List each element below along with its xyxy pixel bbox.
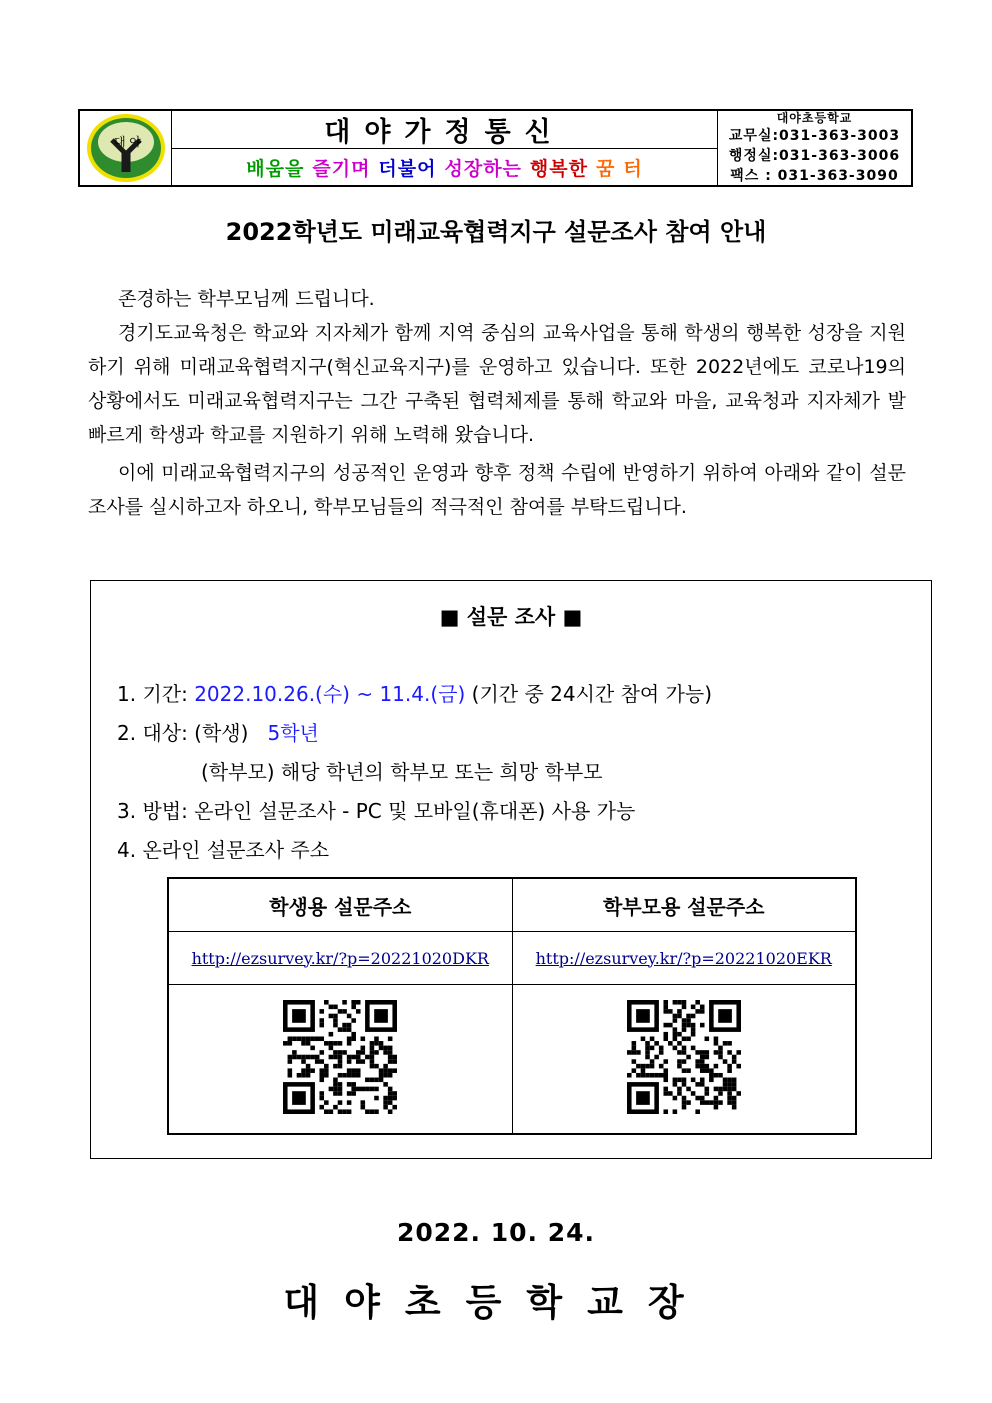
slogan-word: 행복한: [529, 157, 588, 180]
paragraph-1: 경기도교육청은 학교와 지자체가 함께 지역 중심의 교육사업을 통해 학생의 행복한 성장을 지원하기 위해 미래교육협력지구(혁신교육지구)를 운영하고 있습니다. 또한 2022년에도 코로나19의 상황에서도 미래교육협력지구는 그간 구축된 협력체제를 통해 학교와 마을, 교육청과 지자체가 발 빠르게 학생과 학교를 지원하기 위해 노력해 왔습니다.: [88, 322, 906, 446]
newsletter-title: 대야가정통신: [172, 111, 717, 149]
slogan-word: 터: [623, 157, 643, 180]
survey-method: 3. 방법: 온라인 설문조사 - PC 및 모바일(휴대폰) 사용 가능: [117, 799, 636, 823]
slogan-word: 더불어: [378, 157, 437, 180]
principal-signature: 대야초등학교장: [283, 1281, 709, 1324]
target-student: 5학년: [267, 721, 319, 745]
parent-qr-code[interactable]: [627, 1000, 741, 1114]
slogan-word: 즐기며: [312, 157, 371, 180]
student-survey-link[interactable]: http://ezsurvey.kr/?p=20221020DKR: [191, 948, 489, 968]
paragraph-2: 이에 미래교육협력지구의 성공적인 운영과 향후 정책 수립에 반영하기 위하여 아래와 같이 설문조사를 실시하고자 하오니, 학부모님들의 적극적인 참여를 부탁드립니다.: [88, 462, 906, 518]
slogan-word: 성장하는: [444, 157, 522, 180]
newsletter-header: [78, 109, 913, 187]
contact-line: 팩스 : 031-363-3090: [730, 168, 899, 184]
svg-text:대 야: 대 야: [113, 135, 141, 149]
survey-address-label: 4. 온라인 설문조사 주소: [117, 838, 330, 862]
issue-date: 2022. 10. 24.: [396, 1218, 596, 1247]
letter-body: [88, 282, 906, 524]
greeting: 존경하는 학부모님께 드립니다.: [118, 288, 375, 310]
period-value: 2022.10.26.(수) ~ 11.4.(금): [194, 682, 466, 706]
parent-column-header: 학부모용 설문주소: [512, 878, 856, 932]
contact-line: 행정실:031-363-3006: [728, 148, 901, 164]
document-title: 2022학년도 미래교육협력지구 설문조사 참여 안내: [225, 218, 767, 246]
period-label: 1. 기간:: [117, 682, 188, 706]
parent-survey-link[interactable]: http://ezsurvey.kr/?p=20221020EKR: [535, 948, 832, 968]
survey-target: [117, 717, 319, 746]
student-column-header: 학생용 설문주소: [168, 878, 512, 932]
slogan-word: 배움을: [246, 157, 305, 180]
slogan-word: 꿈: [595, 157, 616, 180]
school-slogan: [172, 149, 717, 185]
survey-box: [90, 580, 932, 1159]
student-qr-code[interactable]: [283, 1000, 397, 1114]
school-name: 대야초등학교: [776, 111, 853, 125]
contact-line: 교무실:031-363-3003: [728, 128, 901, 144]
target-parent: (학부모) 해당 학년의 학부모 또는 희망 학부모: [201, 760, 603, 784]
period-note: (기간 중 24시간 참여 가능): [471, 682, 713, 706]
target-label: 2. 대상: (학생): [117, 721, 249, 745]
survey-address-table: [167, 877, 857, 1135]
contact-info: [718, 111, 911, 185]
survey-heading: ■ 설문 조사 ■: [439, 605, 583, 629]
survey-period: [117, 678, 712, 707]
school-logo: [80, 111, 172, 185]
